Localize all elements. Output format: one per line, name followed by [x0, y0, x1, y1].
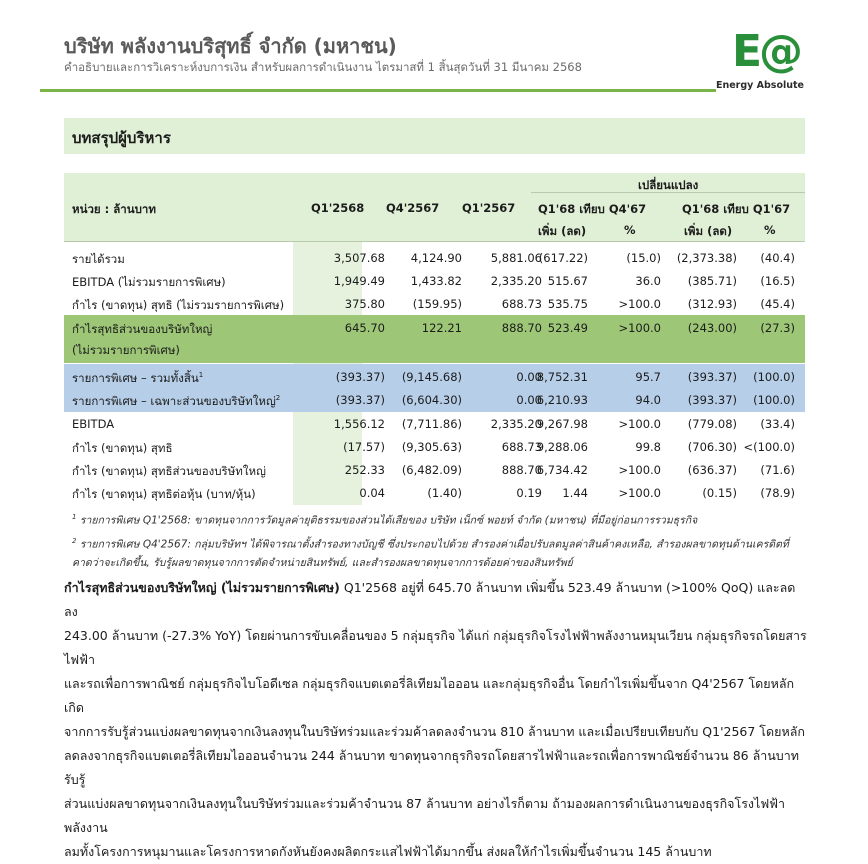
row-label: กำไร (ขาดทุน) สุทธิ (ไม่รวมรายการพิเศษ): [72, 298, 285, 312]
cell: (312.93): [687, 297, 737, 311]
header-divider: [40, 89, 716, 92]
logo-text: Energy Absolute: [715, 80, 804, 91]
footnote-2: $^2$ รายการพิเศษ Q4'2567: กลุ่มบริษัทฯ ได้พิจารณาตั้งสำรองทางบัญชี ซึ่งประกอบไปด้วย สำรองค่าเผื่อปรับลดมูลค่าสินค้าคงเหลือ, สำรองผลขาดทุนด้านเครดิตที่ คาดว่าจะเกิดขึ้น, รับรู้ผลขาดทุนจากการตัดจำหน่ายสินทรัพย์, และสำรองผลขาดทุนจากการด้อยค่าของสินทรัพย์: [72, 537, 789, 569]
section-title: บทสรุปผู้บริหาร: [72, 129, 171, 147]
cell: 535.75: [547, 297, 588, 311]
table-row: [64, 482, 805, 505]
cell: (6,482.09): [401, 463, 462, 477]
report-header: [64, 26, 804, 94]
cell: (393.37): [335, 393, 385, 407]
cell: 4,124.90: [410, 251, 462, 265]
section-header: [64, 118, 805, 154]
cell: (100.0): [753, 370, 795, 384]
table-header: [64, 173, 805, 242]
cell: 523.49: [547, 321, 588, 335]
cell: (617.22): [538, 251, 588, 265]
cell: >100.0: [618, 463, 661, 477]
special-items-band: [64, 364, 805, 412]
row-label-sub: (ไม่รวมรายการพิเศษ): [72, 343, 180, 357]
row-label: รายได้รวม: [72, 252, 125, 266]
highlight-row-net-profit: [64, 315, 805, 363]
cell: (27.3): [760, 321, 795, 335]
cell: >100.0: [618, 417, 661, 431]
sub-header-qoq-pct: %: [624, 223, 636, 237]
cell: 8,752.31: [536, 370, 588, 384]
cell: (40.4): [760, 251, 795, 265]
cell: 0.04: [359, 486, 385, 500]
cell: 3,507.68: [333, 251, 385, 265]
cell: (9,305.63): [401, 440, 462, 454]
report-subtitle: คำอธิบายและการวิเคราะห์งบการเงิน สำหรับผลการดำเนินงาน ไตรมาสที่ 1 สิ้นสุดวันที่ 31 มีนาคม 2568: [64, 60, 582, 74]
cell: (0.15): [702, 486, 737, 500]
cell: 2,335.20: [490, 417, 542, 431]
cell: 888.70: [501, 463, 542, 477]
sub-header-yoy-pct: %: [764, 223, 776, 237]
row-label: กำไร (ขาดทุน) สุทธิส่วนของบริษัทใหญ่: [72, 464, 266, 478]
col-header-yoy: Q1'68 เทียบ Q1'67: [682, 202, 791, 216]
change-group-header: เปลี่ยนแปลง: [638, 178, 699, 192]
table-row: [64, 459, 805, 482]
cell: (78.9): [760, 486, 795, 500]
cell: 36.0: [635, 274, 661, 288]
cell: 99.8: [635, 440, 661, 454]
cell: 6,210.93: [536, 393, 588, 407]
cell: (1.40): [427, 486, 462, 500]
cell: 515.67: [547, 274, 588, 288]
row-label: กำไรสุทธิส่วนของบริษัทใหญ่: [72, 322, 213, 336]
cell: 688.73: [501, 297, 542, 311]
unit-label: หน่วย : ล้านบาท: [72, 202, 156, 216]
cell: (100.0): [753, 393, 795, 407]
row-label: รายการพิเศษ – รวมทั้งสิ้น$^1$: [72, 371, 204, 385]
col-header-q1-2568: Q1'2568: [311, 201, 365, 215]
cell: (393.37): [687, 370, 737, 384]
cell: (779.08): [687, 417, 737, 431]
col-header-q1-2567: Q1'2567: [462, 201, 516, 215]
col-header-qoq: Q1'68 เทียบ Q4'67: [538, 202, 647, 216]
cell: >100.0: [618, 297, 661, 311]
cell: (385.71): [687, 274, 737, 288]
cell: 0.00: [516, 393, 542, 407]
table-row: [64, 366, 805, 389]
row-label: EBITDA (ไม่รวมรายการพิเศษ): [72, 275, 226, 289]
cell: 6,734.42: [536, 463, 588, 477]
cell: 9,267.98: [536, 417, 588, 431]
cell: 888.70: [501, 321, 542, 335]
cell: 2,335.20: [490, 274, 542, 288]
col-header-q4-2567: Q4'2567: [386, 201, 440, 215]
company-logo: [715, 26, 804, 92]
cell: (706.30): [687, 440, 737, 454]
row-label: กำไร (ขาดทุน) สุทธิต่อหุ้น (บาท/หุ้น): [72, 487, 256, 501]
table-row: [64, 270, 805, 293]
row-label: กำไร (ขาดทุน) สุทธิ: [72, 441, 173, 455]
cell: 688.73: [501, 440, 542, 454]
logo-mark: E@: [731, 26, 800, 77]
cell: 94.0: [635, 393, 661, 407]
cell: (393.37): [335, 370, 385, 384]
cell: (33.4): [760, 417, 795, 431]
row-label: รายการพิเศษ – เฉพาะส่วนของบริษัทใหญ่$^2$: [72, 394, 281, 408]
cell: 1,949.49: [333, 274, 385, 288]
table-row: [64, 389, 805, 412]
table-row: [64, 436, 805, 459]
cell: 122.21: [421, 321, 462, 335]
cell: >100.0: [618, 486, 661, 500]
row-label: EBITDA: [72, 417, 115, 431]
cell: (7,711.86): [401, 417, 462, 431]
cell: (243.00): [687, 321, 737, 335]
cell: (6,604.30): [401, 393, 462, 407]
cell: (15.0): [626, 251, 661, 265]
company-name: บริษัท พลังงานบริสุทธิ์ จำกัด (มหาชน): [64, 34, 397, 58]
cell: (16.5): [760, 274, 795, 288]
cell: (17.57): [343, 440, 385, 454]
cell: <(100.0): [743, 440, 795, 454]
footnote-1: $^1$ รายการพิเศษ Q1'2568: ขาดทุนจากการวัดมูลค่ายุติธรรมของส่วนได้เสียของ บริษัท เน็กซ์ พอยท์ จำกัด (มหาชน) ที่มีอยู่ก่อนการรวมธุรกิจ: [72, 513, 698, 527]
paragraph-lead: กำไรสุทธิส่วนของบริษัทใหญ่ (ไม่รวมรายการพิเศษ): [64, 580, 340, 595]
cell: (9,145.68): [401, 370, 462, 384]
cell: 5,881.06: [490, 251, 542, 265]
cell: (393.37): [687, 393, 737, 407]
cell: 1.44: [562, 486, 588, 500]
cell: (2,373.38): [676, 251, 737, 265]
sub-header-qoq-amount: เพิ่ม (ลด): [538, 224, 587, 238]
cell: 9,288.06: [536, 440, 588, 454]
cell: 1,556.12: [333, 417, 385, 431]
table-row: [64, 413, 805, 436]
cell: (636.37): [687, 463, 737, 477]
cell: 0.00: [516, 370, 542, 384]
cell: 1,433.82: [410, 274, 462, 288]
cell: (45.4): [760, 297, 795, 311]
commentary-paragraph: กำไรสุทธิส่วนของบริษัทใหญ่ (ไม่รวมรายการพิเศษ) Q1'2568 อยู่ที่ 645.70 ล้านบาท เพิ่มขึ้น 523.49 ล้านบาท (>100% QoQ) และลดลง 243.00 ล้านบาท (-27.3% YoY) โดยผ่านการขับเคลื่อนของ 5 กลุ่มธุรกิจ ได้แก่ กลุ่มธุรกิจโรงไฟฟ้าพลังงานหมุนเวียน กลุ่มธุรกิจรถโดยสารไฟฟ้า และรถเพื่อการพาณิชย์ กลุ่มธุรกิจไบโอดีเซล กลุ่มธุรกิจแบตเตอรี่ลิเทียมไอออน และกลุ่มธุรกิจอื่น โดยกำไรเพิ่มขึ้นจาก Q4'2567 โดยหลักเกิด จากการรับรู้ส่วนแบ่งผลขาดทุนจากเงินลงทุนในบริษัทร่วมและร่วมค้าลดลงจำนวน 810 ล้านบาท และเมื่อเปรียบเทียบกับ Q1'2567 โดยหลัก ลดลงจากธุรกิจแบตเตอรี่ลิเทียมไอออนจำนวน 244 ล้านบาท ขาดทุนจากธุรกิจรถโดยสารไฟฟ้าและรถเพื่อการพาณิชย์จำนวน 86 ล้านบาท รับรู้ ส่วนแบ่งผลขาดทุนจากเงินลงทุนในบริษัทร่วมและร่วมค้าจำนวน 87 ล้านบาท อย่างไรก็ตาม ถ้ามองผลการดำเนินงานของธุรกิจโรงไฟฟ้าพลังงาน ลมทั้งโครงการหนุมานและโครงการหาดกังหันยังคงผลิตกระแสไฟฟ้าได้มากขึ้น ส่งผลให้กำไรเพิ่มขึ้นจำนวน 145 ล้านบาท: [64, 580, 807, 859]
sub-header-yoy-amount: เพิ่ม (ลด): [684, 224, 733, 238]
cell: 95.7: [635, 370, 661, 384]
cell: 0.19: [516, 486, 542, 500]
cell: (71.6): [760, 463, 795, 477]
cell: >100.0: [618, 321, 661, 335]
cell: 252.33: [344, 463, 385, 477]
table-row: [64, 247, 805, 270]
cell: 645.70: [344, 321, 385, 335]
cell: (159.95): [412, 297, 462, 311]
table-row: [64, 293, 805, 316]
cell: 375.80: [344, 297, 385, 311]
